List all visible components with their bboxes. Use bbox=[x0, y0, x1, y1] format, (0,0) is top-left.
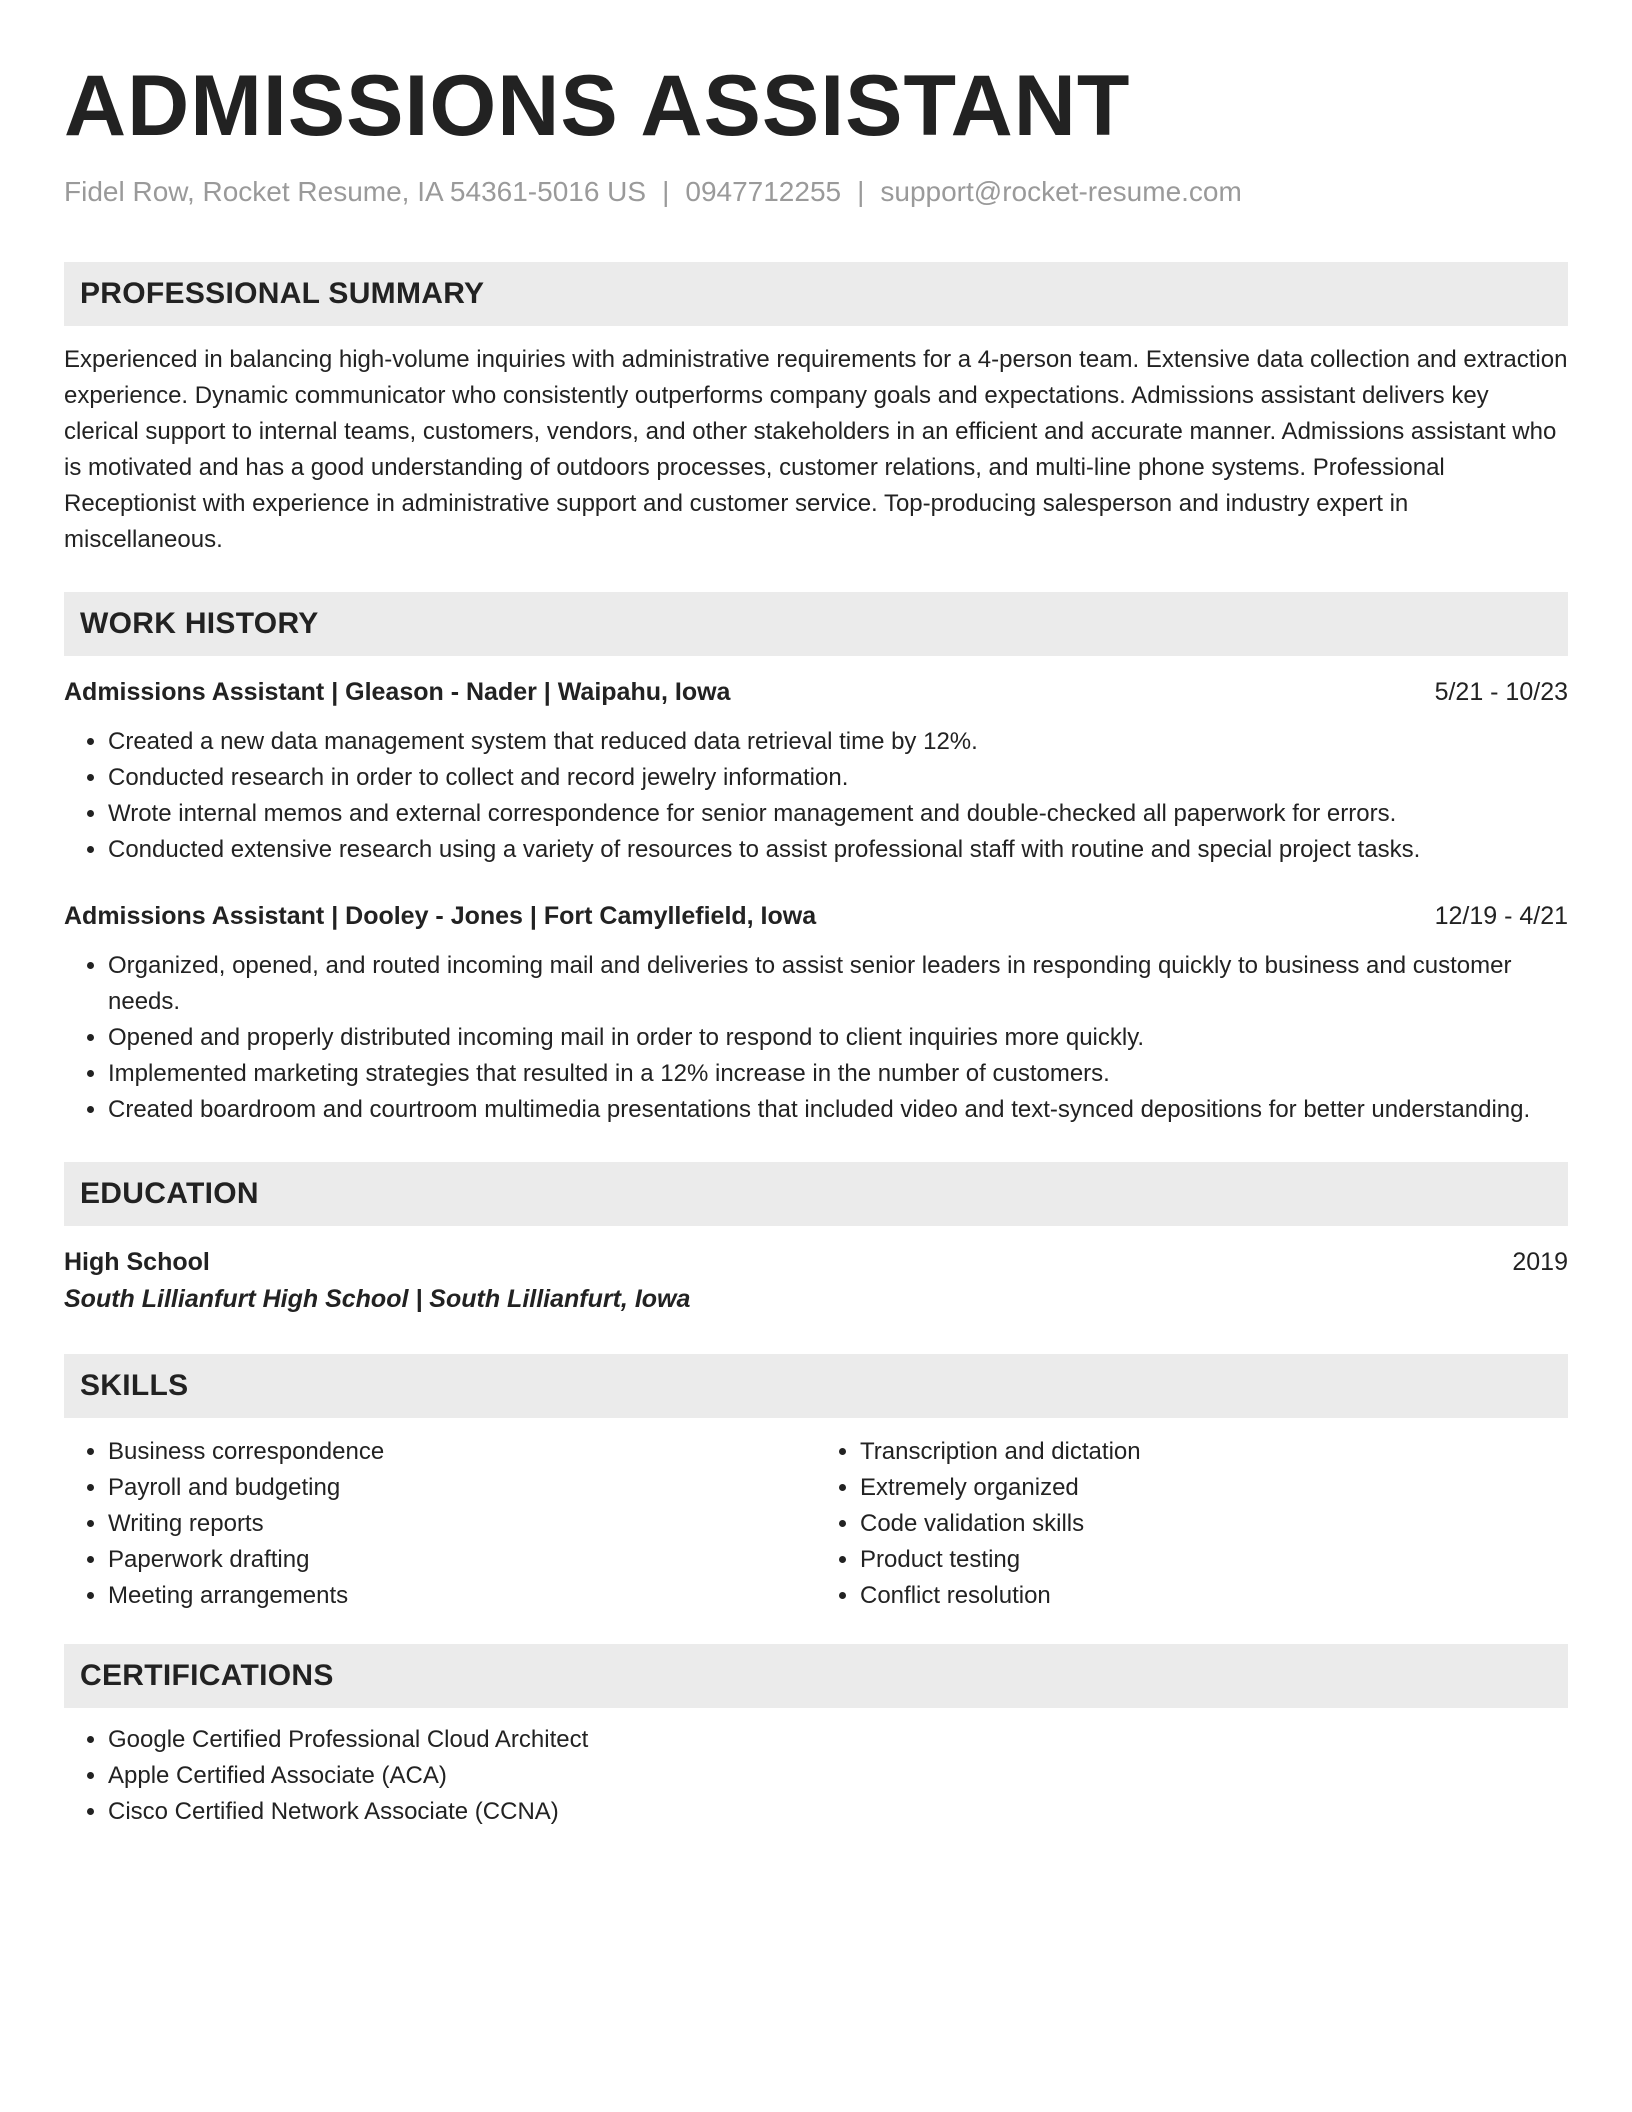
education-year: 2019 bbox=[1512, 1248, 1568, 1276]
contact-address: Fidel Row, Rocket Resume, IA 54361-5016 US bbox=[64, 176, 647, 207]
summary-text: Experienced in balancing high-volume inquiries with administrative requirements for a 4-person team. Extensive data collection and extraction experience. Dynamic communicator who consistently outperforms company goals and expectations. Admissions assistant delivers key clerical support to internal teams, customers, vendors, and other stakeholders in an efficient and accurate manner. Admissions assistant who is motivated and has a good understanding of outdoors processes, customer relations, and multi-line phone systems. Professional Receptionist with experience in administrative support and customer service. Top-producing salesperson and industry expert in miscellaneous. bbox=[64, 346, 1568, 553]
job-bullet: • Created a new data management system that reduced data retrieval time by 12%. bbox=[108, 724, 1568, 760]
contact-email: support@rocket-resume.com bbox=[880, 176, 1242, 207]
job-entry bbox=[64, 898, 1568, 1128]
contact-line bbox=[64, 174, 1568, 210]
job-heading-row bbox=[64, 898, 1568, 934]
skill-item: • Business correspondence bbox=[108, 1434, 816, 1470]
job-bullets bbox=[64, 724, 1568, 868]
section-header-certifications: CERTIFICATIONS bbox=[64, 1644, 1568, 1708]
job-bullet: • Conducted research in order to collect and record jewelry information. bbox=[108, 760, 1568, 796]
skill-item: • Payroll and budgeting bbox=[108, 1470, 816, 1506]
section-header-summary: PROFESSIONAL SUMMARY bbox=[64, 262, 1568, 326]
skill-item: • Code validation skills bbox=[860, 1506, 1568, 1542]
job-title: Admissions Assistant | Dooley - Jones | Fort Camyllefield, Iowa bbox=[64, 902, 817, 930]
skill-item: • Transcription and dictation bbox=[860, 1434, 1568, 1470]
resume-title: ADMISSIONS ASSISTANT bbox=[64, 58, 1131, 154]
skill-item: • Writing reports bbox=[108, 1506, 816, 1542]
skill-item: • Paperwork drafting bbox=[108, 1542, 816, 1578]
section-header-skills: SKILLS bbox=[64, 1354, 1568, 1418]
skill-item: • Conflict resolution bbox=[860, 1578, 1568, 1614]
certifications-list bbox=[64, 1722, 1568, 1830]
job-bullet: • Organized, opened, and routed incoming mail and deliveries to assist senior leaders in responding quickly to business and customer needs. bbox=[108, 948, 1568, 1020]
job-heading-row bbox=[64, 674, 1568, 710]
job-dates: 5/21 - 10/23 bbox=[1434, 678, 1568, 706]
job-bullet: • Opened and properly distributed incoming mail in order to respond to client inquiries more quickly. bbox=[108, 1020, 1568, 1056]
skills-columns bbox=[64, 1434, 1568, 1614]
skills-list-right bbox=[816, 1434, 1568, 1614]
education-heading-row bbox=[64, 1244, 1568, 1280]
job-title: Admissions Assistant | Gleason - Nader | Waipahu, Iowa bbox=[64, 678, 731, 706]
education-school: South Lillianfurt High School | South Lillianfurt, Iowa bbox=[64, 1285, 691, 1313]
section-header-education: EDUCATION bbox=[64, 1162, 1568, 1226]
job-entry bbox=[64, 674, 1568, 868]
skill-item: • Extremely organized bbox=[860, 1470, 1568, 1506]
certification-item: • Cisco Certified Network Associate (CCNA) bbox=[108, 1794, 1568, 1830]
job-bullet: • Conducted extensive research using a variety of resources to assist professional staff with routine and special project tasks. bbox=[108, 832, 1568, 868]
job-bullet: • Implemented marketing strategies that resulted in a 12% increase in the number of customers. bbox=[108, 1056, 1568, 1092]
job-bullets bbox=[64, 948, 1568, 1128]
contact-phone: 0947712255 bbox=[685, 176, 842, 207]
education-degree: High School bbox=[64, 1248, 210, 1276]
skill-item: • Meeting arrangements bbox=[108, 1578, 816, 1614]
job-bullet: • Wrote internal memos and external correspondence for senior management and double-checked all paperwork for errors. bbox=[108, 796, 1568, 832]
contact-separator: | bbox=[662, 176, 670, 207]
job-bullet: • Created boardroom and courtroom multimedia presentations that included video and text-synced depositions for better understanding. bbox=[108, 1092, 1568, 1128]
education-entry bbox=[64, 1244, 1568, 1318]
job-dates: 12/19 - 4/21 bbox=[1434, 902, 1568, 930]
skills-list-left bbox=[64, 1434, 816, 1614]
certification-item: • Google Certified Professional Cloud Architect bbox=[108, 1722, 1568, 1758]
contact-separator: | bbox=[857, 176, 865, 207]
section-header-work-history: WORK HISTORY bbox=[64, 592, 1568, 656]
certification-item: • Apple Certified Associate (ACA) bbox=[108, 1758, 1568, 1794]
skill-item: • Product testing bbox=[860, 1542, 1568, 1578]
